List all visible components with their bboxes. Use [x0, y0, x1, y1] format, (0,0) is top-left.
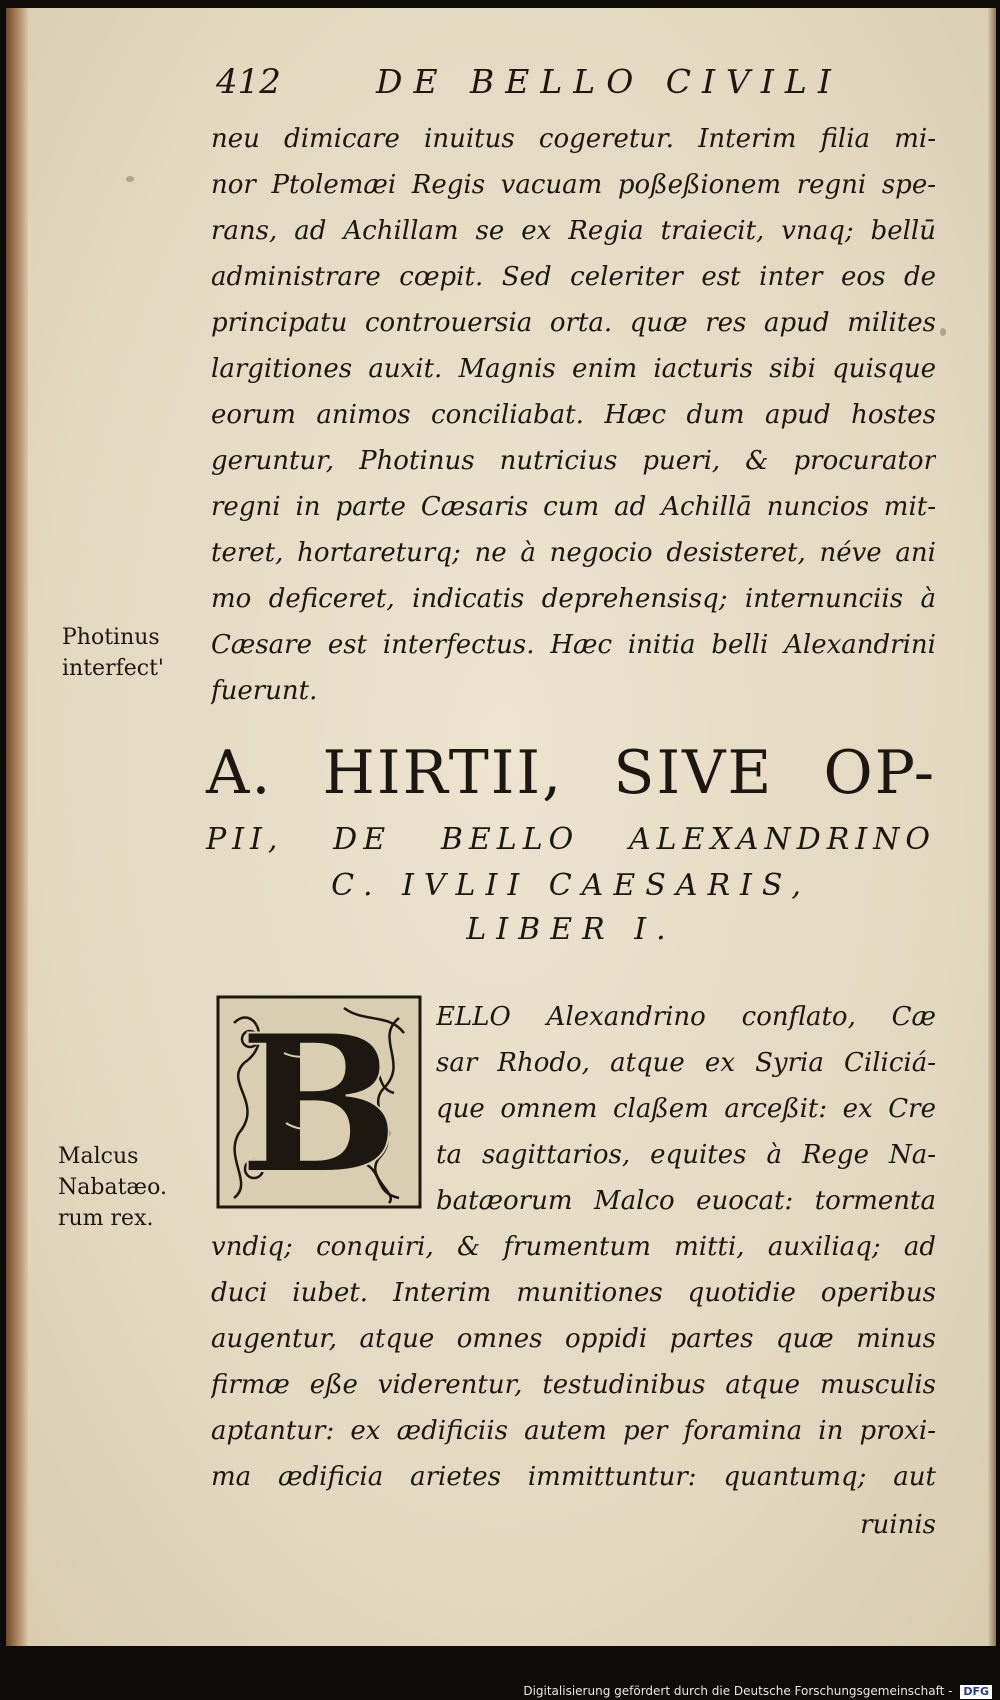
footer-text: Digitalisierung gefördert durch die Deutsche Forschungsgemeinschaft -: [523, 1684, 953, 1698]
running-head: [216, 62, 936, 112]
text-line: ta sagittarios, equites à Rege Na-: [436, 1140, 936, 1170]
text-line: eorum animos conciliabat. Hæc dum apud hostes: [211, 400, 936, 430]
text-line: largitiones auxit. Magnis enim iacturis sibi quisque: [211, 354, 936, 384]
page-edge-right: [988, 8, 996, 1646]
ink-blot: [126, 176, 134, 182]
text-line: firmæ eße viderentur, testudinibus atque musculis: [211, 1370, 936, 1400]
initial-letter: B: [238, 993, 400, 1211]
book-heading-liber: LIBER I.: [466, 912, 676, 947]
book-heading-subtitle: PII, DE BELLO ALEXANDRINO: [206, 822, 936, 857]
margin-note-line: interfect': [62, 656, 164, 681]
text-line: mo deficeret, indicatis deprehensisq; internunciis à: [211, 584, 936, 614]
margin-note-line: Nabatæo.: [58, 1175, 167, 1200]
text-line: augentur, atque omnes oppidi partes quæ minus: [211, 1324, 936, 1354]
page-number: 412: [216, 62, 281, 102]
margin-note-line: Malcus: [58, 1144, 139, 1169]
text-line: que omnem claßem arceßit: ex Cre: [436, 1094, 936, 1124]
digitization-footer: [0, 1682, 992, 1700]
margin-note-malcus: [58, 1141, 208, 1234]
text-line: batæorum Malco euocat: tormenta: [436, 1186, 936, 1216]
text-line: teret, hortareturq; ne à negocio desisteret, néve ani: [211, 538, 936, 568]
margin-note-line: Photinus: [62, 625, 160, 650]
text-line: sar Rhodo, atque ex Syria Ciliciá-: [436, 1048, 936, 1078]
text-line: nor Ptolemæi Regis vacuam poßeßionem regni spe-: [211, 170, 936, 200]
decorated-initial-b-icon: [214, 993, 424, 1211]
text-line: Cæsare est interfectus. Hæc initia belli Alexandrini: [211, 630, 936, 660]
catchword: ruinis: [860, 1510, 936, 1540]
text-line: vndiq; conquiri, & frumentum mitti, auxiliaq; ad: [211, 1232, 936, 1262]
text-line: regni in parte Cæsaris cum ad Achillā nuncios mit-: [211, 492, 936, 522]
text-line: neu dimicare inuitus cogeretur. Interim filia mi-: [211, 124, 936, 154]
margin-note-photinus: [62, 622, 212, 684]
book-heading-title: A. HIRTII, SIVE OP-: [206, 738, 936, 808]
book-heading-author: C. IVLII CAESARIS,: [331, 868, 811, 903]
margin-note-line: rum rex.: [58, 1206, 154, 1231]
page-edge-left: [6, 8, 28, 1646]
text-line: aptantur: ex ædificiis autem per foramina in proxi-: [211, 1416, 936, 1446]
text-line: administrare cœpit. Sed celeriter est inter eos de: [211, 262, 936, 292]
text-line: duci iubet. Interim munitiones quotidie operibus: [211, 1278, 936, 1308]
text-line: ELLO Alexandrino conflato, Cæ: [436, 1002, 936, 1032]
text-line: geruntur, Photinus nutricius pueri, & procurator: [211, 446, 936, 476]
text-line: ma ædificia arietes immittuntur: quantumq; aut: [211, 1462, 936, 1492]
dfg-logo-icon: DFG: [960, 1685, 992, 1699]
text-line: rans, ad Achillam se ex Regia traiecit, vnaq; bellū: [211, 216, 936, 246]
running-title: DE BELLO CIVILI: [376, 62, 842, 101]
text-line: fuerunt.: [211, 676, 318, 706]
ink-blot: [940, 328, 946, 336]
text-line: principatu controuersia orta. quæ res apud milites: [211, 308, 936, 338]
book-page: [6, 8, 996, 1646]
